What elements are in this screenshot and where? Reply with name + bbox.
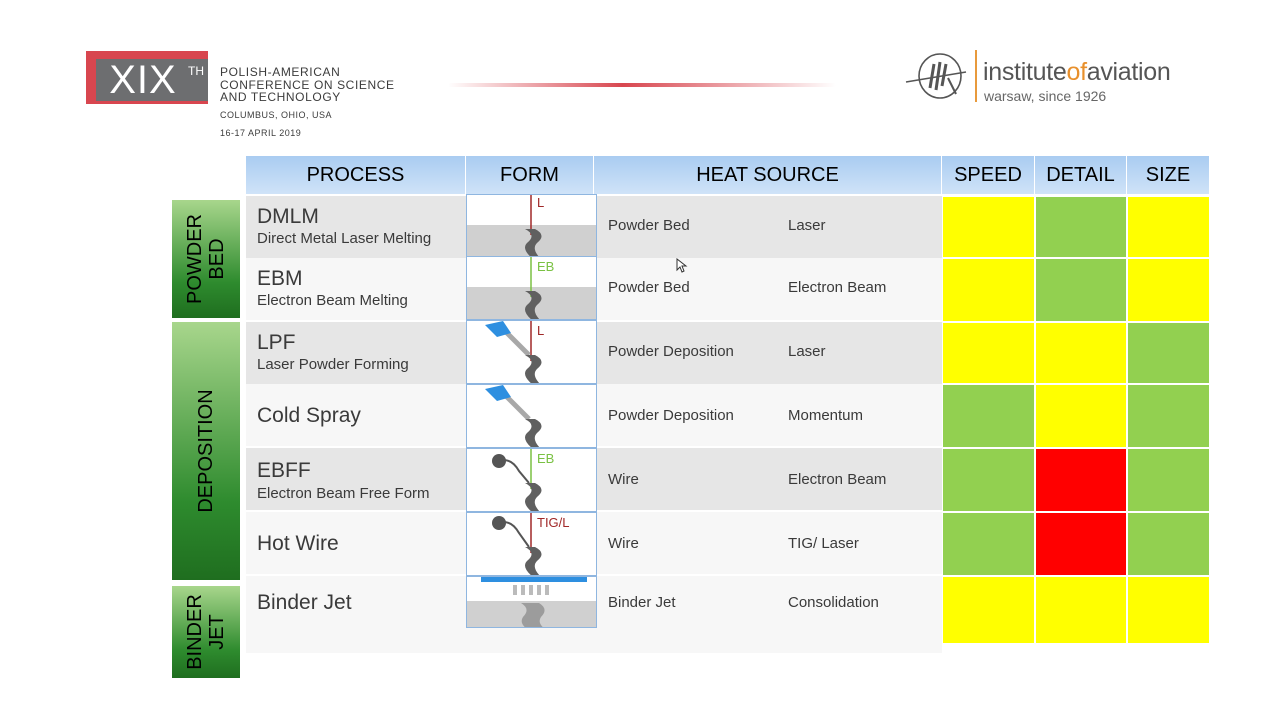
conference-logo-suffix: TH — [188, 64, 204, 78]
powder-stream — [505, 395, 529, 419]
heat-source-type: Powder Bed — [608, 217, 690, 234]
form-diagram-svg — [467, 321, 597, 384]
build-shape — [525, 483, 542, 512]
rating-cell-size — [1127, 576, 1210, 644]
heat-source-energy: Laser — [788, 343, 826, 360]
institute-name-part: aviation — [1086, 58, 1171, 86]
conference-date: 16-17 APRIL 2019 — [220, 128, 302, 138]
form-diagram-svg — [467, 257, 597, 320]
beam-label: L — [537, 323, 545, 338]
binder-drop — [529, 585, 533, 595]
group-binder-jet — [172, 586, 240, 678]
conference-title-line: CONFERENCE ON SCIENCE — [220, 77, 395, 92]
table-row — [246, 322, 942, 384]
header-detail: DETAIL — [1035, 156, 1127, 194]
process-name: LPF — [257, 331, 296, 354]
powder-stream — [505, 331, 529, 355]
process-name: DMLM — [257, 205, 319, 228]
table-row — [246, 384, 942, 446]
group-label-line: DEPOSITION — [195, 389, 217, 513]
table-row — [246, 448, 942, 510]
heat-source-energy: Momentum — [788, 407, 864, 424]
form-diagram — [466, 194, 597, 258]
heat-source-energy: TIG/ Laser — [788, 535, 859, 552]
table-row — [246, 258, 942, 320]
rating-cell-size — [1127, 322, 1210, 384]
rating-cell-detail — [1035, 448, 1127, 512]
header-divider-line — [448, 83, 836, 87]
process-name: Binder Jet — [257, 591, 352, 614]
rating-cell-speed — [942, 384, 1035, 448]
heat-source-energy: Laser — [788, 217, 826, 234]
conference-logo-numeral: XIX — [109, 58, 177, 102]
group-label — [184, 594, 228, 670]
rating-cell-speed — [942, 258, 1035, 322]
heat-source-type: Binder Jet — [608, 594, 676, 611]
rating-cell-size — [1127, 384, 1210, 448]
heat-source-type: Powder Deposition — [608, 407, 734, 424]
binder-drop — [521, 585, 525, 595]
rating-cell-speed — [942, 322, 1035, 384]
heat-source-type: Wire — [608, 471, 639, 488]
process-full-name: Direct Metal Laser Melting — [257, 230, 432, 247]
rating-cell-speed — [942, 448, 1035, 512]
heat-source-type: Wire — [608, 535, 639, 552]
beam-label: L — [537, 195, 545, 210]
header-form: FORM — [466, 156, 594, 194]
group-label — [195, 389, 217, 512]
form-diagram — [466, 256, 597, 320]
rating-cell-size — [1127, 448, 1210, 512]
group-label — [184, 214, 228, 304]
header-heat-source: HEAT SOURCE — [594, 156, 942, 194]
form-diagram — [466, 576, 597, 628]
rating-cell-detail — [1035, 258, 1127, 322]
conference-location: COLUMBUS, OHIO, USA — [220, 110, 333, 120]
form-diagram-svg — [467, 449, 597, 512]
process-name: EBFF — [257, 459, 311, 482]
conference-title-line: AND TECHNOLOGY — [220, 90, 341, 104]
process-name: Hot Wire — [257, 532, 339, 555]
form-diagram-svg — [467, 195, 597, 258]
conference-title — [220, 66, 395, 104]
group-label-line: JET — [206, 614, 228, 650]
institute-emblem-icon — [904, 48, 970, 104]
rating-cell-speed — [942, 196, 1035, 258]
institute-logo-divider — [975, 50, 977, 102]
group-powder-bed — [172, 200, 240, 318]
beam-label: EB — [537, 451, 555, 466]
institute-name-accent: of — [1066, 58, 1087, 86]
rating-cell-speed — [942, 576, 1035, 644]
process-full-name: Laser Powder Forming — [257, 356, 409, 373]
rating-cell-detail — [1035, 512, 1127, 576]
rating-cell-detail — [1035, 196, 1127, 258]
heat-source-energy: Consolidation — [788, 594, 879, 611]
form-diagram — [466, 384, 597, 448]
institute-name — [983, 58, 1171, 87]
rating-cell-detail — [1035, 576, 1127, 644]
build-shape — [525, 355, 542, 384]
beam-label: EB — [537, 259, 555, 274]
print-head-icon — [481, 577, 587, 582]
rating-cell-size — [1127, 258, 1210, 322]
form-diagram — [466, 512, 597, 576]
group-deposition — [172, 322, 240, 580]
institute-subtitle: warsaw, since 1926 — [984, 88, 1107, 104]
form-diagram-svg — [467, 513, 597, 576]
binder-drop — [545, 585, 549, 595]
build-shape — [525, 547, 542, 576]
process-full-name: Electron Beam Free Form — [257, 485, 430, 502]
rating-cell-detail — [1035, 384, 1127, 448]
table-row — [246, 512, 942, 574]
mouse-pointer-icon — [676, 258, 688, 274]
form-diagram-svg — [467, 385, 597, 448]
table-row — [246, 576, 942, 653]
process-name: Cold Spray — [257, 404, 361, 427]
binder-drop — [537, 585, 541, 595]
rating-cell-size — [1127, 196, 1210, 258]
group-label-line: POWDER — [184, 214, 206, 304]
form-diagram-svg — [467, 577, 597, 628]
rating-cell-detail — [1035, 322, 1127, 384]
process-comparison-table — [246, 156, 1210, 653]
heat-source-type: Powder Bed — [608, 279, 690, 296]
heat-source-type: Powder Deposition — [608, 343, 734, 360]
header-size: SIZE — [1127, 156, 1210, 194]
form-diagram — [466, 320, 597, 384]
rating-cell-size — [1127, 512, 1210, 576]
build-shape — [525, 419, 542, 448]
beam-label: TIG/L — [537, 515, 570, 530]
group-label-line: BED — [206, 238, 228, 280]
table-row — [246, 196, 942, 258]
header-process: PROCESS — [246, 156, 466, 194]
heat-source-energy: Electron Beam — [788, 279, 887, 296]
heat-source-energy: Electron Beam — [788, 471, 887, 488]
binder-drop — [513, 585, 517, 595]
process-full-name: Electron Beam Melting — [257, 292, 408, 309]
rating-cell-speed — [942, 512, 1035, 576]
form-diagram — [466, 448, 597, 512]
process-name: EBM — [257, 267, 303, 290]
header-speed: SPEED — [942, 156, 1035, 194]
conference-title-line: POLISH-AMERICAN — [220, 65, 341, 79]
institute-name-part: institute — [983, 58, 1067, 86]
group-label-line: BINDER — [184, 594, 206, 670]
